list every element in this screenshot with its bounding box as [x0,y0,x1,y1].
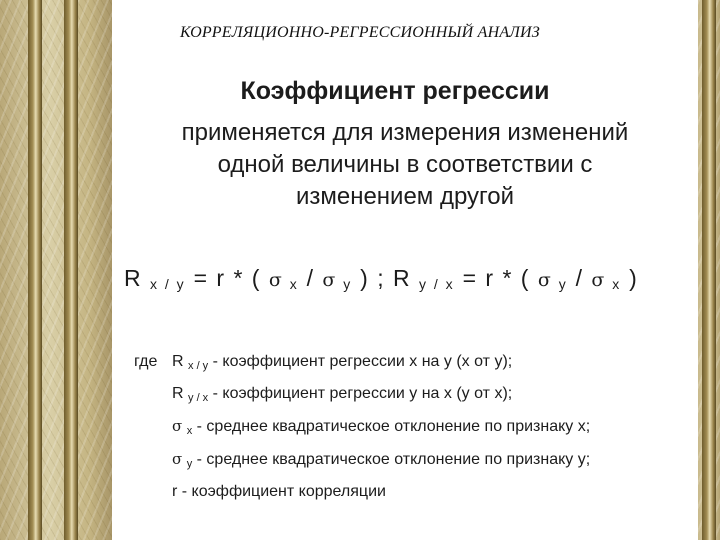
definition-text: - коэффициент регрессии х на у (х от у); [208,353,513,370]
formula-text: / [306,265,323,291]
definition-subscript: y / x [188,392,209,404]
definition-symbol: R [172,385,184,402]
intro-text [130,117,680,213]
sigma-symbol: σ [172,417,183,435]
definition-row [134,412,590,445]
definition-row [134,478,590,506]
formula-subscript: y / x [419,276,455,292]
definitions-lead-word: где [134,353,158,370]
definition-text: - среднее квадратическое отклонение по признаку у; [192,451,591,468]
formula-subscript: y [343,276,353,292]
definition-text: - среднее квадратическое отклонение по признаку х; [192,418,591,435]
formula-text: = r * ( [462,265,538,291]
formula-text: / [575,265,592,291]
sigma-symbol: σ [172,450,183,468]
definition-row [134,348,590,380]
formula-text: ) ; [360,265,393,291]
definition-row [134,445,590,478]
definition-subscript: y [186,458,193,470]
definition-row [134,380,590,412]
sigma-symbol: σ [537,269,551,291]
formula-text: = r * ( [193,265,269,291]
definition-text: - коэффициент регрессии у на х (у от х); [208,385,513,402]
sigma-symbol: σ [591,269,605,291]
definition-symbol: r [172,483,178,500]
intro-line: применяется для измерения изменений [181,119,629,146]
formula-subscript: y [558,276,568,292]
definitions-list [134,348,590,506]
definition-symbol: R [172,353,184,370]
sigma-symbol: σ [322,269,336,291]
intro-line: одной величины в соответствии с [217,151,593,178]
formula-subscript: x [289,276,299,292]
definition-subscript: x / y [188,360,209,372]
definition-subscript: x [186,425,193,437]
slide-title: Коэффициент регрессии [240,77,550,105]
formula-text: ) [629,265,639,291]
slide-header: КОРРЕЛЯЦИОННО-РЕГРЕССИОННЫЙ АНАЛИЗ [180,24,540,41]
formula-r-symbol: R [124,265,143,291]
formula-subscript: x [612,276,622,292]
definition-text: - коэффициент корреляции [177,483,386,500]
formula-subscript: x / y [150,276,186,292]
intro-line: изменением другой [295,183,515,210]
formula-r-symbol: R [393,265,412,291]
regression-formula [124,265,638,292]
sigma-symbol: σ [268,269,282,291]
